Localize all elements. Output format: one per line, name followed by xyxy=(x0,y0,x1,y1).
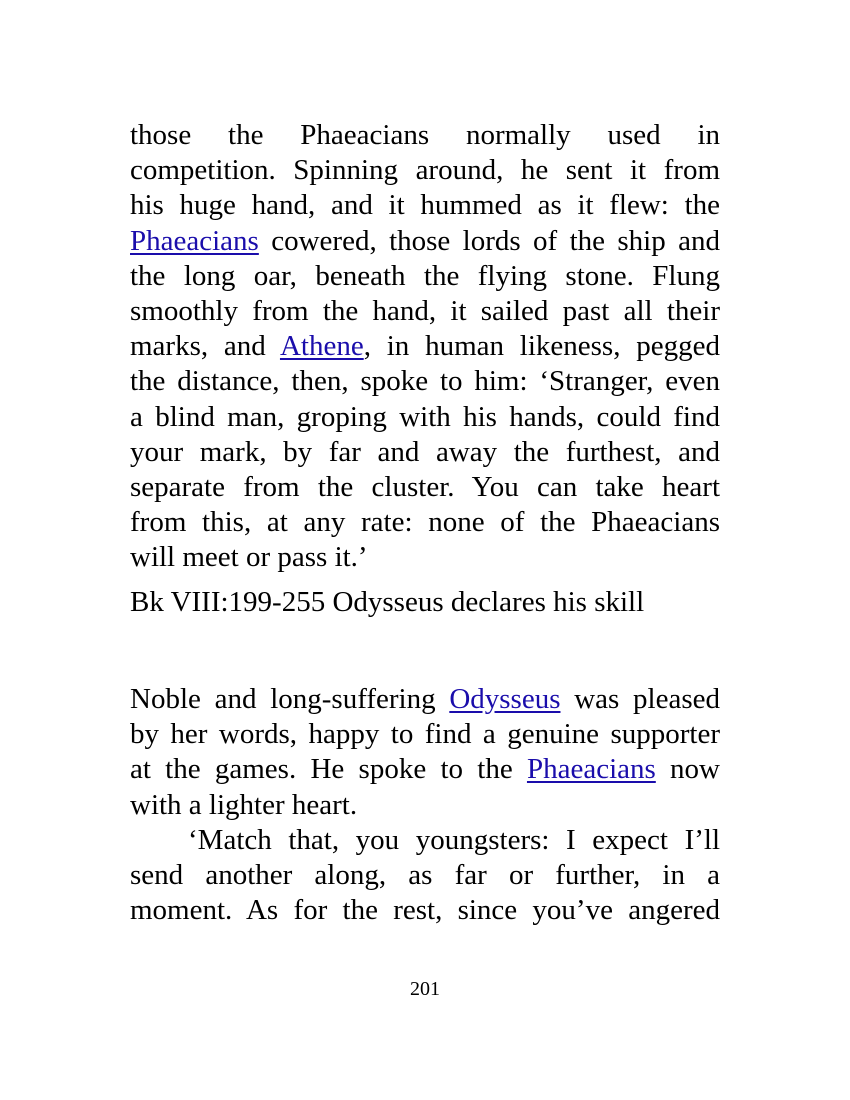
text-line xyxy=(130,682,720,717)
text-line xyxy=(130,329,720,364)
text-line: send another along, as far or further, in a xyxy=(130,859,720,892)
text-segment: , in human likeness, pegged xyxy=(363,330,720,363)
text-line xyxy=(130,224,720,259)
text-segment: marks, and xyxy=(130,330,280,363)
text-line: his huge hand, and it hummed as it flew: the xyxy=(130,189,720,222)
text-line: with a lighter heart. xyxy=(130,788,358,821)
text-line: will meet or pass it.’ xyxy=(130,541,368,574)
text-line: the long oar, beneath the flying stone. Flung xyxy=(130,259,720,292)
text-line: your mark, by far and away the furthest, and xyxy=(130,435,720,468)
athene-link[interactable]: Athene xyxy=(279,330,364,363)
section-heading: Bk VIII:199-255 Odysseus declares his skill xyxy=(130,586,645,618)
text-line xyxy=(130,752,720,787)
text-line: smoothly from the hand, it sailed past all their xyxy=(130,294,720,327)
paragraph-continuation xyxy=(130,118,720,575)
text-segment: ‘Match that, you youngsters: I expect I’ll xyxy=(188,824,720,856)
paragraph xyxy=(130,682,720,823)
text-line: moment. As for the rest, since you’ve angered xyxy=(130,894,720,927)
text-segment: Noble and long-suffering xyxy=(130,683,450,715)
text-segment: cowered, those lords of the ship and xyxy=(258,224,720,257)
text-line xyxy=(130,823,720,858)
text-segment: at the games. He spoke to the xyxy=(130,753,527,786)
text-segment: now xyxy=(655,753,720,786)
phaeacians-link[interactable]: Phaeacians xyxy=(130,224,259,257)
phaeacians-link[interactable]: Phaeacians xyxy=(526,753,656,786)
text-line: from this, at any rate: none of the Phaeacians xyxy=(130,506,720,539)
text-line: the distance, then, spoke to him: ‘Stranger, even xyxy=(130,365,720,398)
paragraph xyxy=(130,823,720,929)
text-line: a blind man, groping with his hands, could find xyxy=(130,400,720,433)
odysseus-link[interactable]: Odysseus xyxy=(449,683,561,715)
text-line: those the Phaeacians normally used in xyxy=(130,119,720,151)
text-line: separate from the cluster. You can take heart xyxy=(130,470,720,503)
text-line: by her words, happy to find a genuine supporter xyxy=(130,718,720,751)
page-number: 201 xyxy=(410,978,440,1000)
text-line: competition. Spinning around, he sent it from xyxy=(130,154,720,187)
text-segment: was pleased xyxy=(560,683,720,715)
